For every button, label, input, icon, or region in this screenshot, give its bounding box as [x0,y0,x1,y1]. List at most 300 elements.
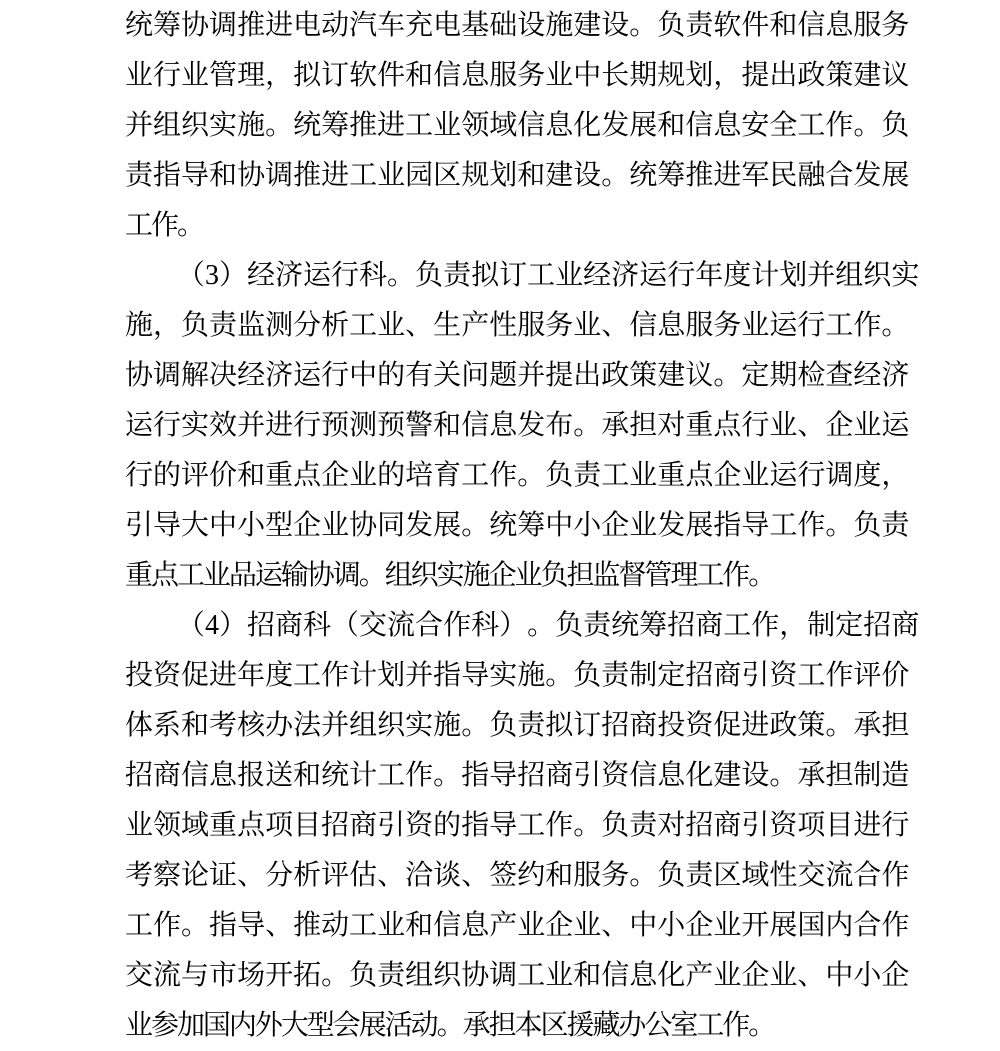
character: 运 [639,260,668,291]
text-line [125,151,910,201]
character: 工 [293,660,322,691]
character: 本 [514,1010,543,1041]
character: 企 [825,410,854,441]
character: 交 [125,960,154,991]
character: 信 [517,110,546,141]
character: 服 [517,310,546,341]
character: 务 [517,60,546,91]
character: 进 [209,660,238,691]
character: 进 [321,160,350,191]
character: 。 [387,260,416,291]
character: 和 [237,460,266,491]
character: 工 [769,510,798,541]
text-line [125,201,878,251]
character: 项 [265,810,294,841]
character: 、 [237,860,266,891]
character: 题 [489,360,518,391]
character: 输 [280,560,309,591]
character: 内 [228,1010,257,1041]
character: 作 [881,860,910,891]
character: 活 [384,1010,413,1041]
character: 企 [321,460,350,491]
character: 室 [670,1010,699,1041]
text-line [125,551,878,601]
character: 工 [723,610,752,641]
character: 资 [685,710,714,741]
character: 型 [306,1010,335,1041]
character: 担 [566,560,595,591]
character: 统 [293,110,322,141]
character: 内 [825,910,854,941]
character: 运 [125,410,154,441]
character: 拟 [293,60,322,91]
character: 调 [332,560,361,591]
character: 国 [797,910,826,941]
character: 策 [629,360,658,391]
character: 和 [293,760,322,791]
character: 统 [321,760,350,791]
character: 责 [517,710,546,741]
character: 制 [807,610,836,641]
character: 工 [377,760,406,791]
character: 报 [237,760,266,791]
character: 业 [629,460,658,491]
character: ， [265,60,294,91]
character: 指 [153,160,182,191]
character: 商 [629,710,658,741]
character: 。 [545,660,574,691]
character: 引 [741,660,770,691]
character: 工 [797,660,826,691]
character: 负 [601,810,630,841]
character: 设 [573,160,602,191]
character: 。 [176,210,205,241]
character: 息 [489,410,518,441]
character: 、 [461,860,490,891]
character: 责 [209,310,238,341]
character: 期 [769,360,798,391]
character: 软 [713,10,742,41]
character: 业 [573,910,602,941]
character: 息 [461,910,490,941]
character: 。 [573,410,602,441]
character: 责 [573,460,602,491]
character: 筹 [657,160,686,191]
document-content [125,1,920,1051]
character: 运 [302,260,331,291]
character: 、 [377,860,406,891]
character: 中 [825,960,854,991]
character: 价 [881,660,910,691]
character: 军 [741,160,770,191]
character: 析 [293,860,322,891]
character: 务 [545,310,574,341]
character: 加 [176,1010,205,1041]
character: 点 [150,560,179,591]
character: 进 [713,160,742,191]
character: 织 [410,560,439,591]
character: 企 [601,510,630,541]
character: 。 [517,460,546,491]
character: 指 [713,510,742,541]
character: 业 [713,910,742,941]
character: 运 [254,560,283,591]
character: 。 [461,510,490,541]
character: 协 [237,160,266,191]
character: 重 [265,460,294,491]
character: 息 [825,10,854,41]
character: 负 [415,260,444,291]
character: 拓 [293,960,322,991]
character: 息 [657,760,686,791]
character: 度 [265,660,294,691]
character: 承 [601,410,630,441]
character: 商 [891,610,920,641]
character: 统 [611,610,640,641]
character: 。 [433,760,462,791]
character: 负 [881,110,910,141]
character: 并 [517,360,546,391]
character: 订 [573,710,602,741]
character: 统 [125,10,154,41]
character: （ [176,610,205,641]
character: 预 [377,410,406,441]
character: 测 [265,310,294,341]
character: 划 [779,260,808,291]
character: 指 [461,810,490,841]
character: 担 [825,760,854,791]
character: 会 [332,1010,361,1041]
character: 施 [237,110,266,141]
character: 划 [489,160,518,191]
character: 、 [601,310,630,341]
character: 发 [853,160,882,191]
character: 、 [265,910,294,941]
character: 。 [436,1010,465,1041]
character: 目 [825,810,854,841]
character: 责 [125,160,154,191]
character: 评 [321,860,350,891]
character: 中 [629,910,658,941]
character: 建 [657,360,686,391]
character: 预 [321,410,350,441]
text-line [125,601,920,651]
text-line [125,801,910,851]
character: 型 [265,510,294,541]
character: 务 [881,10,910,41]
first-line-indent [125,601,177,651]
character: 政 [769,710,798,741]
character: 信 [601,960,630,991]
character: 援 [566,1010,595,1041]
character: 议 [881,60,910,91]
text-line [125,451,910,501]
character: 论 [181,860,210,891]
text-line [125,401,910,451]
character: 重 [125,560,154,591]
character: 。 [881,310,910,341]
character: 作 [722,560,751,591]
character: 议 [685,360,714,391]
character: 计 [349,760,378,791]
character: 育 [433,460,462,491]
character: 监 [237,310,266,341]
character: 实 [181,410,210,441]
text-line [125,501,910,551]
character: 。 [181,910,210,941]
character: 分 [293,310,322,341]
character: 作 [489,460,518,491]
character: 服 [489,60,518,91]
character: 业 [741,460,770,491]
character: 。 [853,110,882,141]
text-line [125,951,910,1001]
character: 国 [202,1010,231,1041]
character: 息 [629,960,658,991]
character: 度 [853,460,882,491]
text-line [125,851,910,901]
character: 行 [881,810,910,841]
character: 统 [629,160,658,191]
character: 商 [153,760,182,791]
character: 进 [741,710,770,741]
character: 导 [741,510,770,541]
character: 科 [302,610,331,641]
character: 经 [237,360,266,391]
character: 大 [181,510,210,541]
character: 导 [461,660,490,691]
character: 查 [825,360,854,391]
character: 拟 [545,710,574,741]
character: 。 [748,560,777,591]
character: 作 [321,660,350,691]
character: 区 [713,860,742,891]
character: 业 [741,310,770,341]
character: 进 [265,10,294,41]
character: 领 [153,810,182,841]
character: 引 [377,810,406,841]
character: （ [331,610,360,641]
character: 负 [657,860,686,891]
character: 问 [461,360,490,391]
character: 。 [321,960,350,991]
character: 推 [237,10,266,41]
character: 融 [797,160,826,191]
character: 作 [153,910,182,941]
character: 进 [377,110,406,141]
character: 合 [853,910,882,941]
character: 发 [601,110,630,141]
character: 电 [433,10,462,41]
character: 制 [629,660,658,691]
character: 企 [685,910,714,941]
character: 度 [723,260,752,291]
character: 行 [797,460,826,491]
text-line [125,101,910,151]
character: 行 [293,410,322,441]
character: 科 [471,610,500,641]
character: 行 [153,60,182,91]
character: 招 [685,810,714,841]
character: 目 [293,810,322,841]
character: 商 [713,810,742,841]
character: ， [779,610,808,641]
character: 促 [181,660,210,691]
character: 中 [545,510,574,541]
character: 点 [237,810,266,841]
character: 谈 [433,860,462,891]
character: 业 [377,910,406,941]
character: 筹 [153,10,182,41]
character: 。 [629,10,658,41]
character: 商 [713,660,742,691]
character: 业 [321,510,350,541]
character: （ [176,260,205,291]
character: 核 [237,710,266,741]
character: 织 [433,960,462,991]
character: 动 [321,10,350,41]
character: 信 [461,410,490,441]
character: 造 [881,760,910,791]
character: 流 [387,610,416,641]
character: 推 [685,160,714,191]
character: 化 [685,760,714,791]
character: 行 [153,410,182,441]
character: 业 [555,260,584,291]
character: 工 [176,560,205,591]
character: 并 [807,260,836,291]
character: 。 [461,710,490,741]
character: 年 [237,660,266,691]
character: 推 [349,110,378,141]
text-line [125,251,920,301]
character: 招 [246,610,275,641]
character: 行 [741,410,770,441]
character: 并 [125,110,154,141]
character: 策 [797,710,826,741]
character: 藏 [592,1010,621,1041]
character: 投 [657,710,686,741]
character: 。 [629,860,658,891]
character: 划 [377,660,406,691]
character: 合 [415,610,444,641]
character: 测 [349,410,378,441]
character: 作 [825,110,854,141]
text-line [125,701,910,751]
character: 有 [405,360,434,391]
character: 设 [741,760,770,791]
character: 工 [601,460,630,491]
character: 担 [488,1010,517,1041]
character: 品 [228,560,257,591]
character: 期 [629,60,658,91]
character: 并 [405,660,434,691]
character: 行 [797,310,826,341]
character: 政 [601,360,630,391]
character: 定 [835,610,864,641]
character: 实 [405,710,434,741]
character: 合 [853,860,882,891]
character: 统 [489,510,518,541]
character: ， [881,460,910,491]
character: 组 [835,260,864,291]
character: 全 [769,110,798,141]
character: 信 [181,760,210,791]
character: 和 [405,910,434,941]
character: 。 [601,160,630,191]
text-line [125,1,910,51]
character: ） [218,610,247,641]
character: 和 [433,410,462,441]
character: 建 [545,160,574,191]
character: 业 [377,160,406,191]
character: 产 [461,310,490,341]
character: 招 [685,660,714,691]
character: 招 [667,610,696,641]
character: 息 [461,60,490,91]
character: 协 [125,360,154,391]
character: 3 [204,260,219,291]
character: 领 [461,110,490,141]
character: 法 [293,710,322,741]
character: 负 [540,560,569,591]
character: 同 [377,510,406,541]
character: 。 [573,810,602,841]
character: 警 [405,410,434,441]
character: 招 [863,610,892,641]
character: 办 [618,1010,647,1041]
character: 。 [748,1010,777,1041]
character: 信 [629,310,658,341]
character: 作 [797,510,826,541]
character: 。 [713,360,742,391]
character: 小 [657,910,686,941]
character: 和 [209,160,238,191]
character: 进 [853,810,882,841]
character: 管 [209,60,238,91]
character: 资 [405,810,434,841]
character: 产 [489,910,518,941]
character: 年 [695,260,724,291]
character: 业 [125,810,154,841]
paragraph-item-4-investment-promotion [125,601,920,1051]
character: 企 [488,560,517,591]
character: 促 [713,710,742,741]
character: 展 [881,160,910,191]
character: 中 [209,510,238,541]
character: 4 [204,610,219,641]
character: 建 [713,760,742,791]
character: 实 [436,560,465,591]
character: 指 [433,660,462,691]
character: 建 [853,60,882,91]
character: 业 [514,560,543,591]
character: 行 [667,260,696,291]
character: 协 [306,560,335,591]
character: 出 [769,60,798,91]
character: 运 [769,460,798,491]
character: 务 [601,860,630,891]
character: 析 [321,310,350,341]
character: 业 [769,410,798,441]
character: 件 [741,10,770,41]
character: 性 [769,860,798,891]
character: 工 [517,810,546,841]
character: 、 [405,310,434,341]
character: 招 [125,760,154,791]
character: 作 [881,910,910,941]
character: 理 [237,60,266,91]
